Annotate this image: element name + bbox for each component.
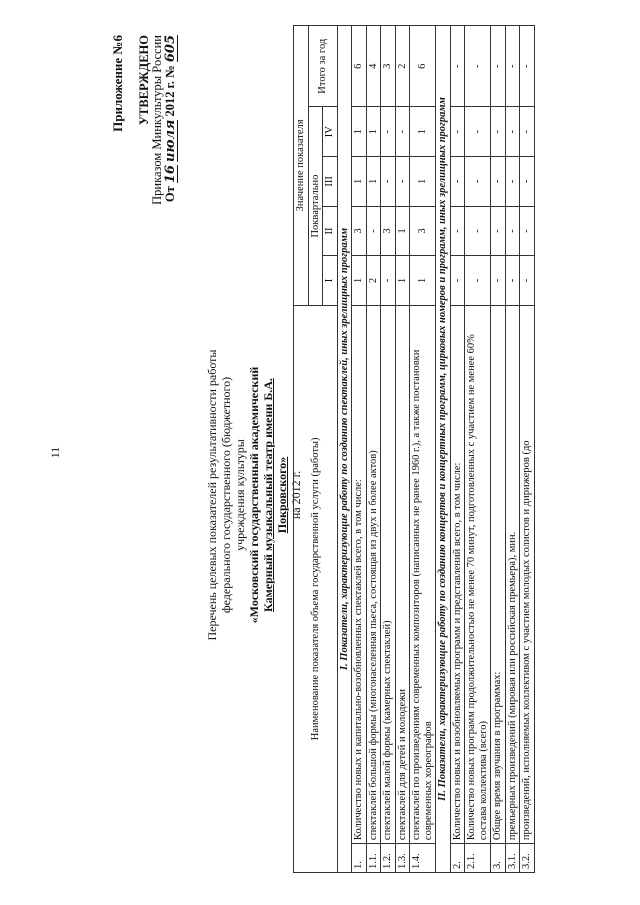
row-q2-value: 3: [352, 206, 367, 256]
table-row: [352, 26, 367, 873]
row-q4-value: -: [450, 107, 465, 157]
table-row: [520, 26, 535, 873]
row-q3-value: -: [465, 157, 491, 207]
row-q4-value: 1: [366, 107, 381, 157]
row-number: 3.: [491, 844, 506, 873]
row-number: 1.: [352, 844, 367, 873]
table-row: [450, 26, 465, 873]
table-row: [465, 26, 491, 873]
row-number: 1.3.: [395, 844, 410, 873]
row-total-value: -: [505, 26, 520, 107]
row-q2-value: -: [491, 206, 506, 256]
row-number: 3.1.: [505, 844, 520, 873]
row-q1-value: -: [491, 256, 506, 306]
row-total-value: -: [465, 26, 491, 107]
section-heading: I. Показатели, характеризующие работу по созданию спектаклей, иных зрелищных программ: [337, 26, 352, 873]
row-q4-value: -: [395, 107, 410, 157]
row-number: 1.2.: [381, 844, 396, 873]
row-total-value: 4: [366, 26, 381, 107]
row-name: премьерных произведений (мировая или российская премьера), мин.: [505, 305, 520, 843]
header-q3: III: [323, 157, 338, 207]
indicators-table: [293, 25, 535, 873]
row-name: Количество новых программ продолжительностью не менее 70 минут, подготовленных с участием не менее 60% состава коллектива (всего): [465, 305, 491, 843]
header-q1: I: [323, 256, 338, 306]
approved-label: УТВЕРЖДЕНО: [137, 35, 151, 126]
row-name: Общее время звучания в программах:: [491, 305, 506, 843]
row-q4-value: -: [465, 107, 491, 157]
row-q3-value: -: [505, 157, 520, 207]
row-number: 2.1.: [465, 844, 491, 873]
row-name: спектаклей малой формы (камерных спектаклей): [381, 305, 396, 843]
row-total-value: 2: [395, 26, 410, 107]
row-q4-value: -: [505, 107, 520, 157]
row-q4-value: -: [381, 107, 396, 157]
row-number: 1.4.: [410, 844, 436, 873]
row-q1-value: 1: [395, 256, 410, 306]
row-q1-value: 1: [410, 256, 436, 306]
table-body: [337, 26, 534, 873]
header-q2: II: [323, 206, 338, 256]
table-row: [366, 26, 381, 873]
row-q4-value: -: [520, 107, 535, 157]
order-day: 16: [163, 165, 178, 184]
header-total: Итого за год: [308, 26, 337, 107]
row-q4-value: 1: [410, 107, 436, 157]
header-name: Наименование показателя объема государственной услуги (работы): [294, 305, 338, 872]
row-q3-value: -: [381, 157, 396, 207]
row-q1-value: 1: [352, 256, 367, 306]
row-q4-value: -: [491, 107, 506, 157]
header-quarterly: Поквартально: [308, 107, 323, 305]
page-number: 11: [48, 446, 62, 459]
row-q1-value: -: [465, 256, 491, 306]
row-q1-value: 2: [366, 256, 381, 306]
row-number: 1.1.: [366, 844, 381, 873]
row-q1-value: -: [505, 256, 520, 306]
row-q2-value: -: [450, 206, 465, 256]
row-q2-value: 3: [381, 206, 396, 256]
table-row: [491, 26, 506, 873]
section-heading-row: [436, 26, 451, 873]
table-row: [395, 26, 410, 873]
row-q1-value: -: [381, 256, 396, 306]
section-heading: II. Показатели, характеризующие работу по созданию концертов и концертных программ, цирковых номеров и программ, иных зрелищных программ: [436, 26, 451, 873]
row-q4-value: 1: [352, 107, 367, 157]
table-row: [381, 26, 396, 873]
row-total-value: 6: [410, 26, 436, 107]
row-name: спектаклей по произведениям современных композиторов (написанных не ранее 1960 г.), а также постановки современных хореографов: [410, 305, 436, 843]
appendix-label: Приложение №6: [110, 35, 125, 132]
row-name: спектаклей большой формы (многонаселенная пьеса, состоящая из двух и более актов): [366, 305, 381, 843]
order-month: июля: [163, 119, 178, 162]
section-heading-row: [337, 26, 352, 873]
row-name: произведений, исполняемых коллективом с участием молодых солистов и дирижеров (до: [520, 305, 535, 843]
row-q2-value: 3: [410, 206, 436, 256]
row-q1-value: -: [520, 256, 535, 306]
row-q2-value: -: [505, 206, 520, 256]
row-name: Количество новых и капитально-возобновленных спектаклей всего, в том числе:: [352, 305, 367, 843]
row-q3-value: -: [395, 157, 410, 207]
row-number: 2.: [450, 844, 465, 873]
row-total-value: 3: [381, 26, 396, 107]
order-date-line: От 16 июля 2012 г. № 605: [163, 35, 178, 203]
order-number: 605: [163, 35, 178, 63]
document-title: Перечень целевых показателей результативности работы федерального государственного (бюджетного) учреждения культуры «Московский государственный академический Камерный музыкальный театр имени Б.А. Покровского» на 2012 г.: [205, 349, 303, 641]
row-q3-value: -: [491, 157, 506, 207]
row-total-value: -: [491, 26, 506, 107]
header-values: Значение показателя: [294, 26, 309, 306]
order-label: Приказом Минкультуры России: [150, 35, 164, 205]
row-q3-value: -: [450, 157, 465, 207]
row-q2-value: -: [465, 206, 491, 256]
row-q3-value: 1: [352, 157, 367, 207]
row-name: спектаклей для детей и молодежи: [395, 305, 410, 843]
table-row: [505, 26, 520, 873]
row-q3-value: 1: [410, 157, 436, 207]
row-q3-value: 1: [366, 157, 381, 207]
header-q4: IV: [323, 107, 338, 157]
row-total-value: -: [450, 26, 465, 107]
row-q2-value: 1: [395, 206, 410, 256]
row-q2-value: -: [366, 206, 381, 256]
row-q3-value: -: [520, 157, 535, 207]
table-row: [410, 26, 436, 873]
row-total-value: -: [520, 26, 535, 107]
row-name: Количество новых и возобновляемых программ и представлений всего, в том числе:: [450, 305, 465, 843]
row-q1-value: -: [450, 256, 465, 306]
approval-block: [138, 35, 178, 235]
row-number: 3.2.: [520, 844, 535, 873]
row-q2-value: -: [520, 206, 535, 256]
row-total-value: 6: [352, 26, 367, 107]
